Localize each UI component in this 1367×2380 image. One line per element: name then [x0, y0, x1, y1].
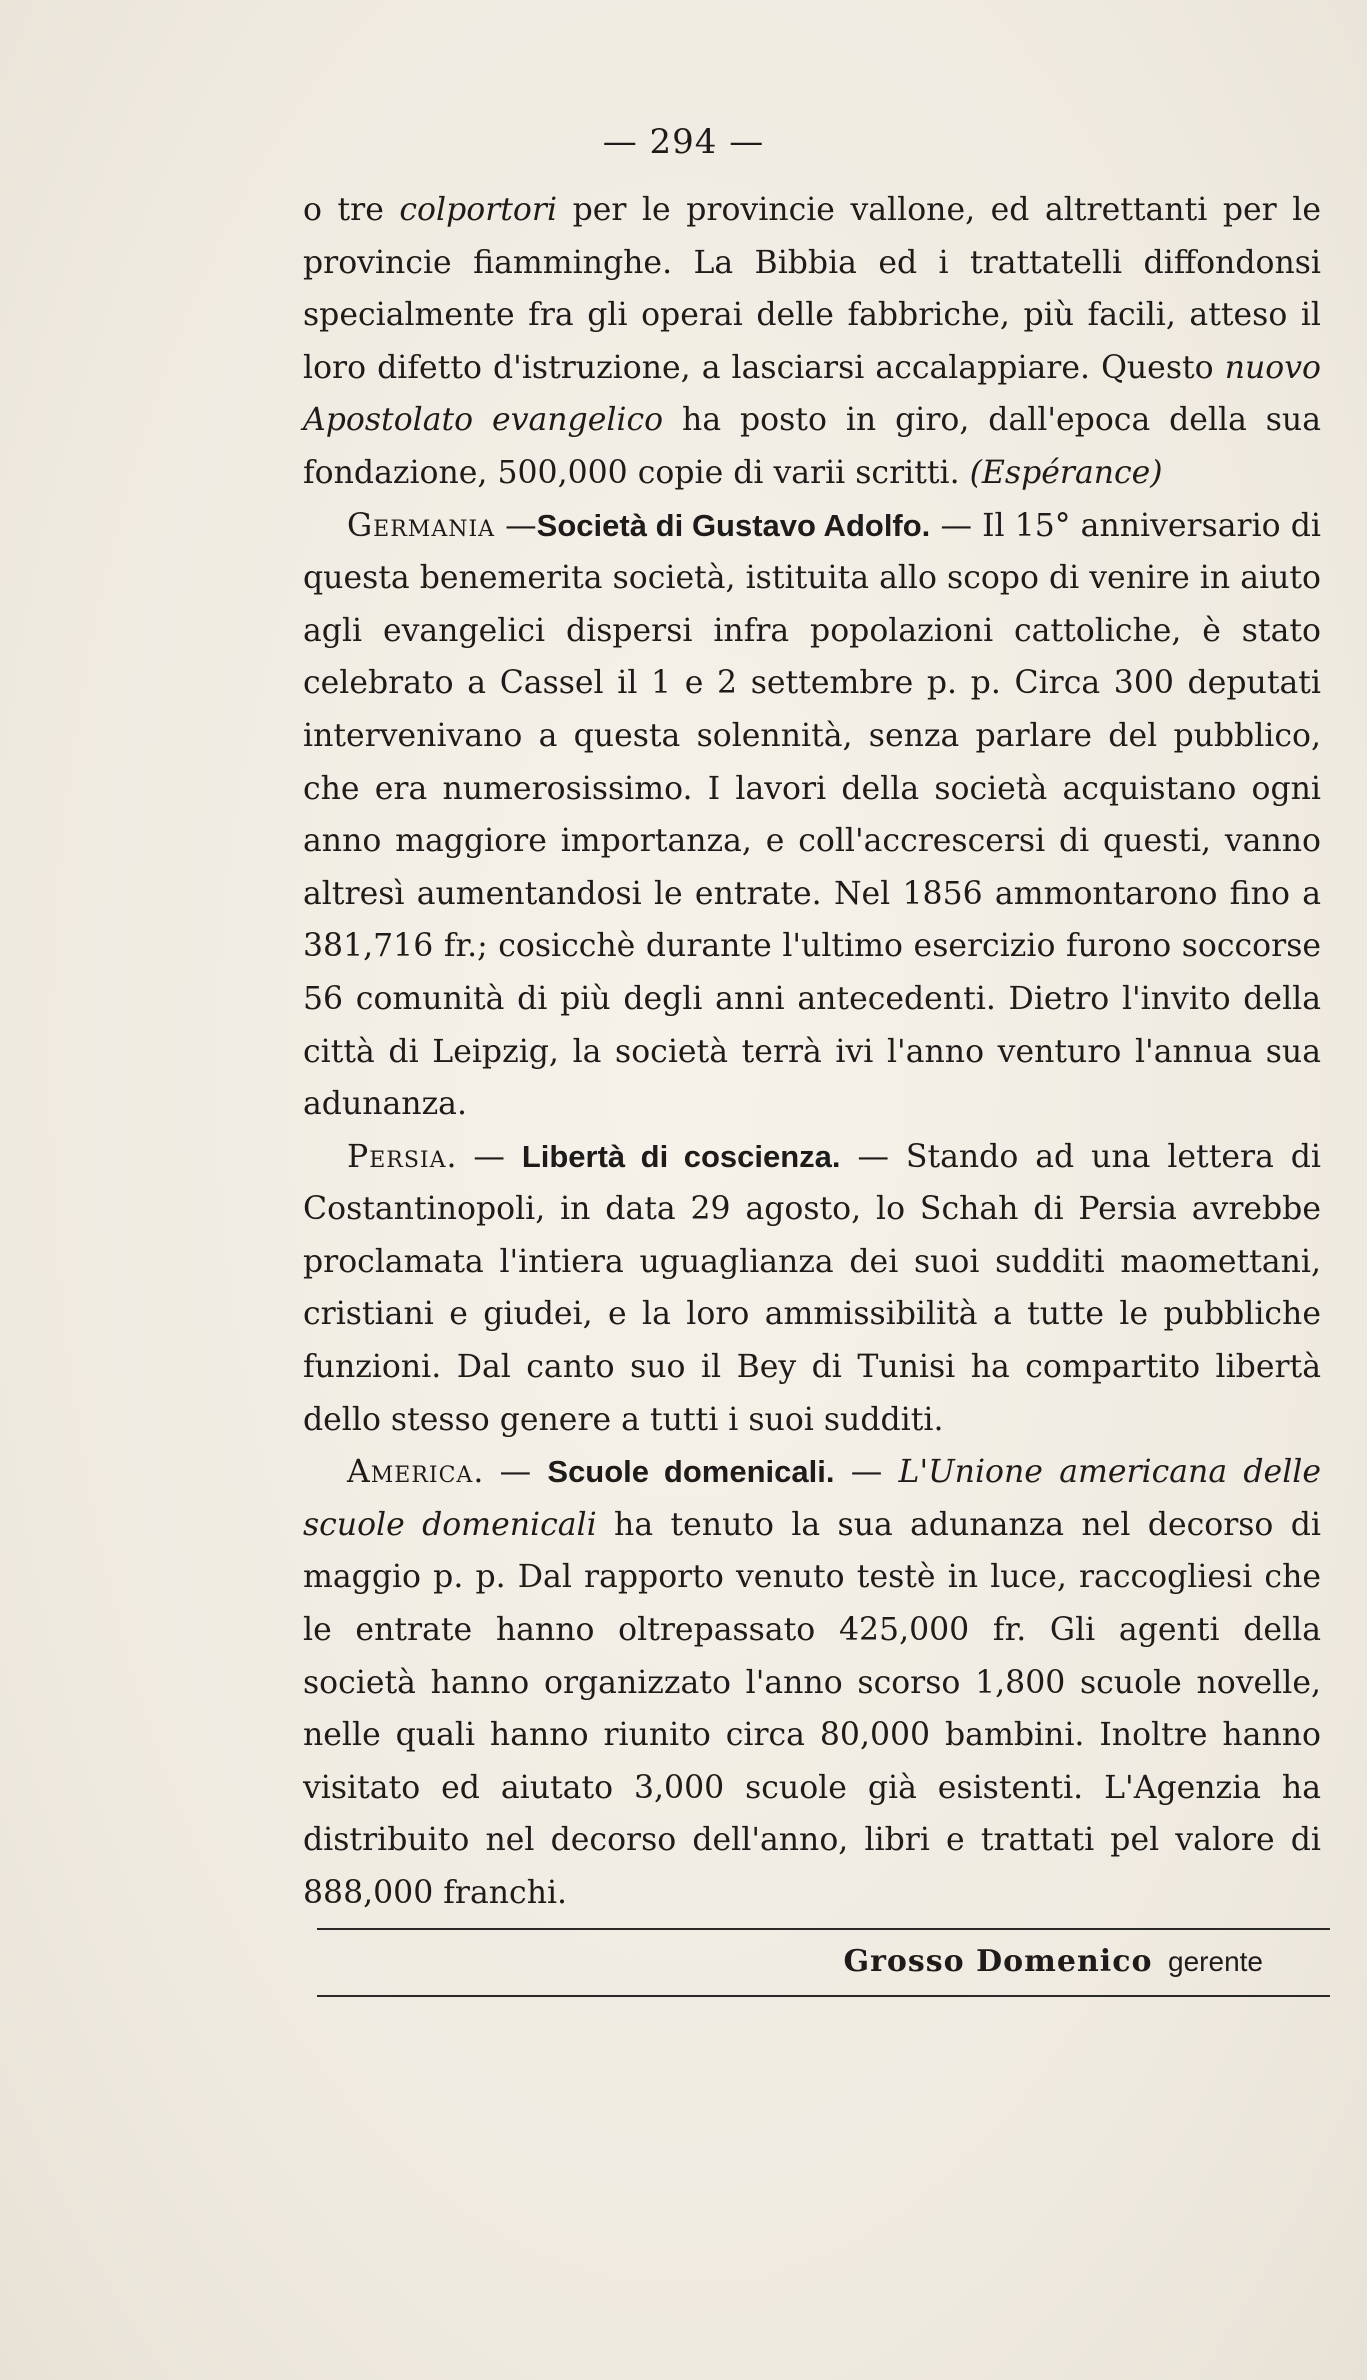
italic-text: L'Unione americana delle scuole domenicali: [303, 1454, 1321, 1543]
paragraph: [303, 1131, 1321, 1447]
separator-rule-top: [317, 1928, 1330, 1930]
paragraph: [303, 184, 1321, 500]
italic-text: nuovo Apostolato evangelico: [303, 349, 1321, 439]
text-run: ha tenuto la sua adunanza nel decorso di maggio p. p. Dal rapporto venuto testè in luce, raccogliesi che le entrate hanno oltrepassato 425,000 fr. Gli agenti della società hanno organizzato l'anno scorso 1,800 scuole novelle, nelle quali hanno riunito circa 80,000 bambini. Inoltre hanno visitato ed aiutato 3,000 scuole già esistenti. L'Agenzia ha distribuito nel decorso dell'anno, libri e trattati pel valore di 888,000 franchi.: [303, 1506, 1321, 1911]
text-run: . —: [473, 1454, 548, 1491]
signature-role: gerente: [1168, 1946, 1263, 1977]
separator-rule-bottom: [317, 1995, 1330, 1997]
text-run: per le provincie vallone, ed altrettanti per le provincie fiamminghe. La Bibbia ed i trattatelli diffondonsi specialmente fra gli operai delle fabbriche, più facili, atteso il loro difetto d'istruzione, a lasciarsi accalappiare. Questo: [303, 192, 1321, 386]
body-text: [303, 184, 1321, 1920]
text-run: — Stando ad una lettera di Costantinopoli, in data 29 agosto, lo Schah di Persia avrebbe proclamata l'intiera uguaglianza dei suoi sudditi maomettani, cristiani e giudei, e la loro ammissibilità a tutte le pubbliche funzioni. Dal canto suo il Bey di Tunisi ha compartito libertà dello stesso genere a tutti i suoi sudditi.: [303, 1138, 1321, 1438]
section-heading: Società di Gustavo Adolfo.: [536, 507, 931, 543]
text-run: o tre: [303, 192, 400, 228]
text-run: ha posto in giro, dall'epoca della sua fondazione, 500,000 copie di varii scritti.: [303, 402, 1321, 491]
text-run: —: [834, 1454, 899, 1491]
section-heading: Scuole domenicali.: [547, 1454, 835, 1490]
page-number: — 294 —: [602, 122, 765, 162]
italic-text: (Espérance): [969, 454, 1163, 491]
paragraph: [303, 1446, 1321, 1919]
signature-name: Grosso Domenico: [843, 1944, 1153, 1979]
country-label: America: [347, 1454, 474, 1491]
italic-text: colportori: [399, 192, 558, 228]
paragraph: [303, 500, 1321, 1131]
section-heading: Libertà di coscienza.: [521, 1138, 841, 1174]
text-run: . —: [446, 1138, 522, 1175]
text-run: — Il 15° anniversario di questa benemerita società, istituita allo scopo di venire in aiuto agli evangelici dispersi infra popolazioni cattoliche, è stato celebrato a Cassel il 1 e 2 settembre p. p. Circa 300 deputati intervenivano a questa solennità, senza parlare del pubblico, che era numerosissimo. I lavori della società acquistano ogni anno maggiore importanza, e coll'accrescersi di questi, vanno altresì aumentandosi le entrate. Nel 1856 ammontarono fino a 381,716 fr.; cosicchè durante l'ultimo esercizio furono soccorse 56 comunità di più degli anni antecedenti. Dietro l'invito della città di Leipzig, la società terrà ivi l'anno venturo l'annua sua adunanza.: [303, 507, 1322, 1123]
text-run: —: [495, 507, 537, 544]
country-label: Persia: [347, 1138, 447, 1175]
signature-line: [317, 1942, 1263, 1982]
country-label: Germania: [347, 507, 496, 544]
